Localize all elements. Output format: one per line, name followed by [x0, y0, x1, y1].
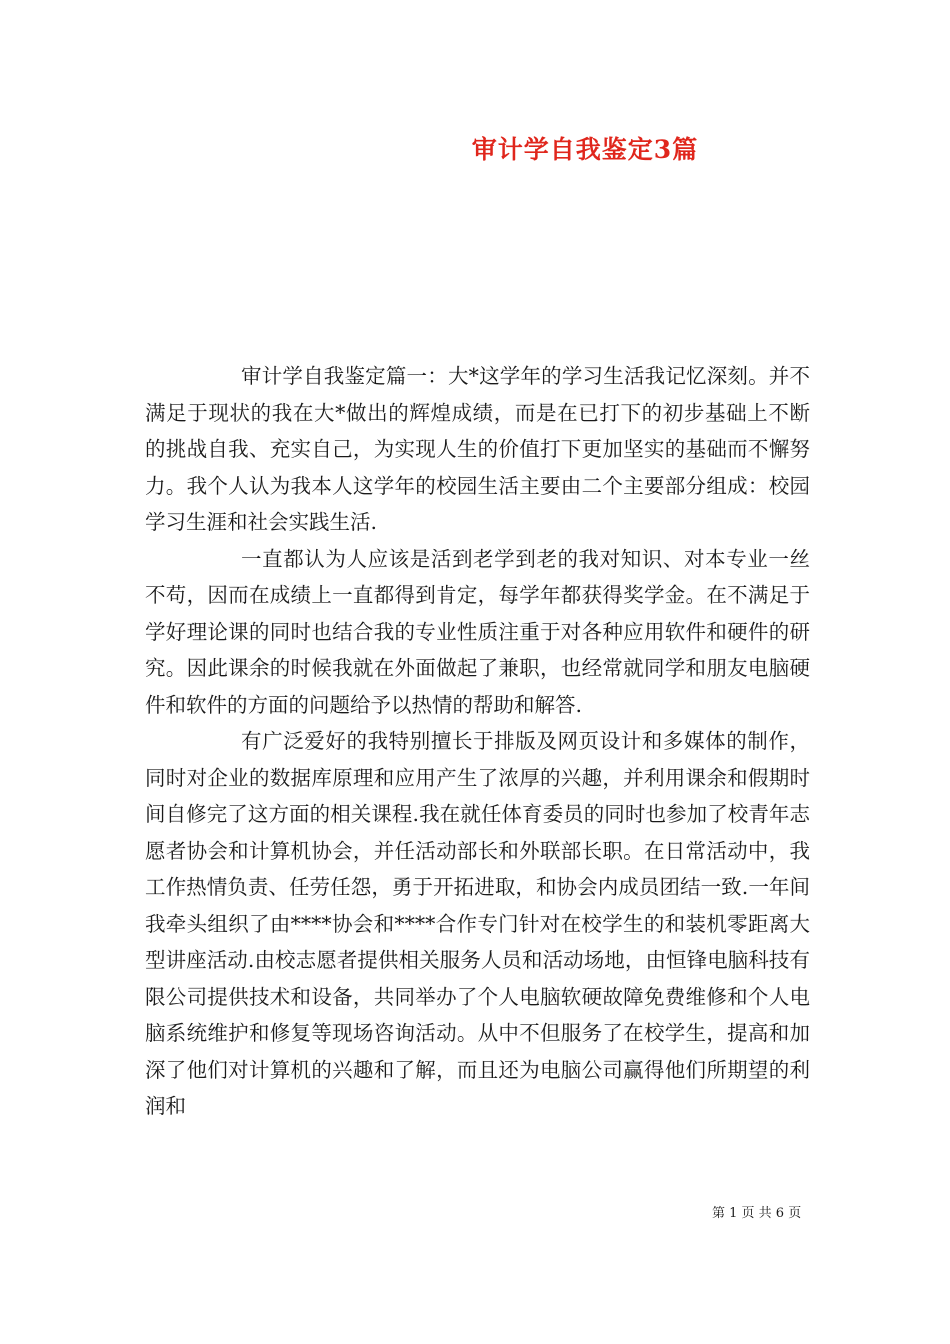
- paragraph-3: 有广泛爱好的我特别擅长于排版及网页设计和多媒体的制作，同时对企业的数据库原理和应用产生了浓厚的兴趣，并利用课余和假期时间自修完了这方面的相关课程.我在就任体育委员的同时也参加了校青年志愿者协会和计算机协会，并任活动部长和外联部长职。在日常活动中，我工作热情负责、任劳任怨，勇于开拓进取，和协会内成员团结一致.一年间我牵头组织了由****协会和****合作专门针对在校学生的和装机零距离大型讲座活动.由校志愿者提供相关服务人员和活动场地，由恒锋电脑科技有限公司提供技术和设备，共同举办了个人电脑软硬故障免费维修和个人电脑系统维护和修复等现场咨询活动。从中不但服务了在校学生，提高和加深了他们对计算机的兴趣和了解，而且还为电脑公司赢得他们所期望的利润和: [145, 729, 810, 1118]
- document-body: [145, 358, 810, 1125]
- paragraph-2: 一直都认为人应该是活到老学到老的我对知识、对本专业一丝不苟，因而在成绩上一直都得到肯定，每学年都获得奖学金。在不满足于学好理论课的同时也结合我的专业性质注重于对各种应用软件和硬件的研究。因此课余的时候我就在外面做起了兼职，也经常就同学和朋友电脑硬件和软件的方面的问题给予以热情的帮助和解答.: [145, 546, 810, 717]
- paragraph-1: 审计学自我鉴定篇一：大*这学年的学习生活我记忆深刻。并不满足于现状的我在大*做出的辉煌成绩，而是在已打下的初步基础上不断的挑战自我、充实自己，为实现人生的价值打下更加坚实的基础而不懈努力。我个人认为我本人这学年的校园生活主要由二个主要部分组成：校园学习生涯和社会实践生活.: [145, 364, 810, 534]
- document-title: 审计学自我鉴定3篇: [471, 135, 699, 164]
- page-number: 第 1 页 共 6 页: [712, 1206, 802, 1221]
